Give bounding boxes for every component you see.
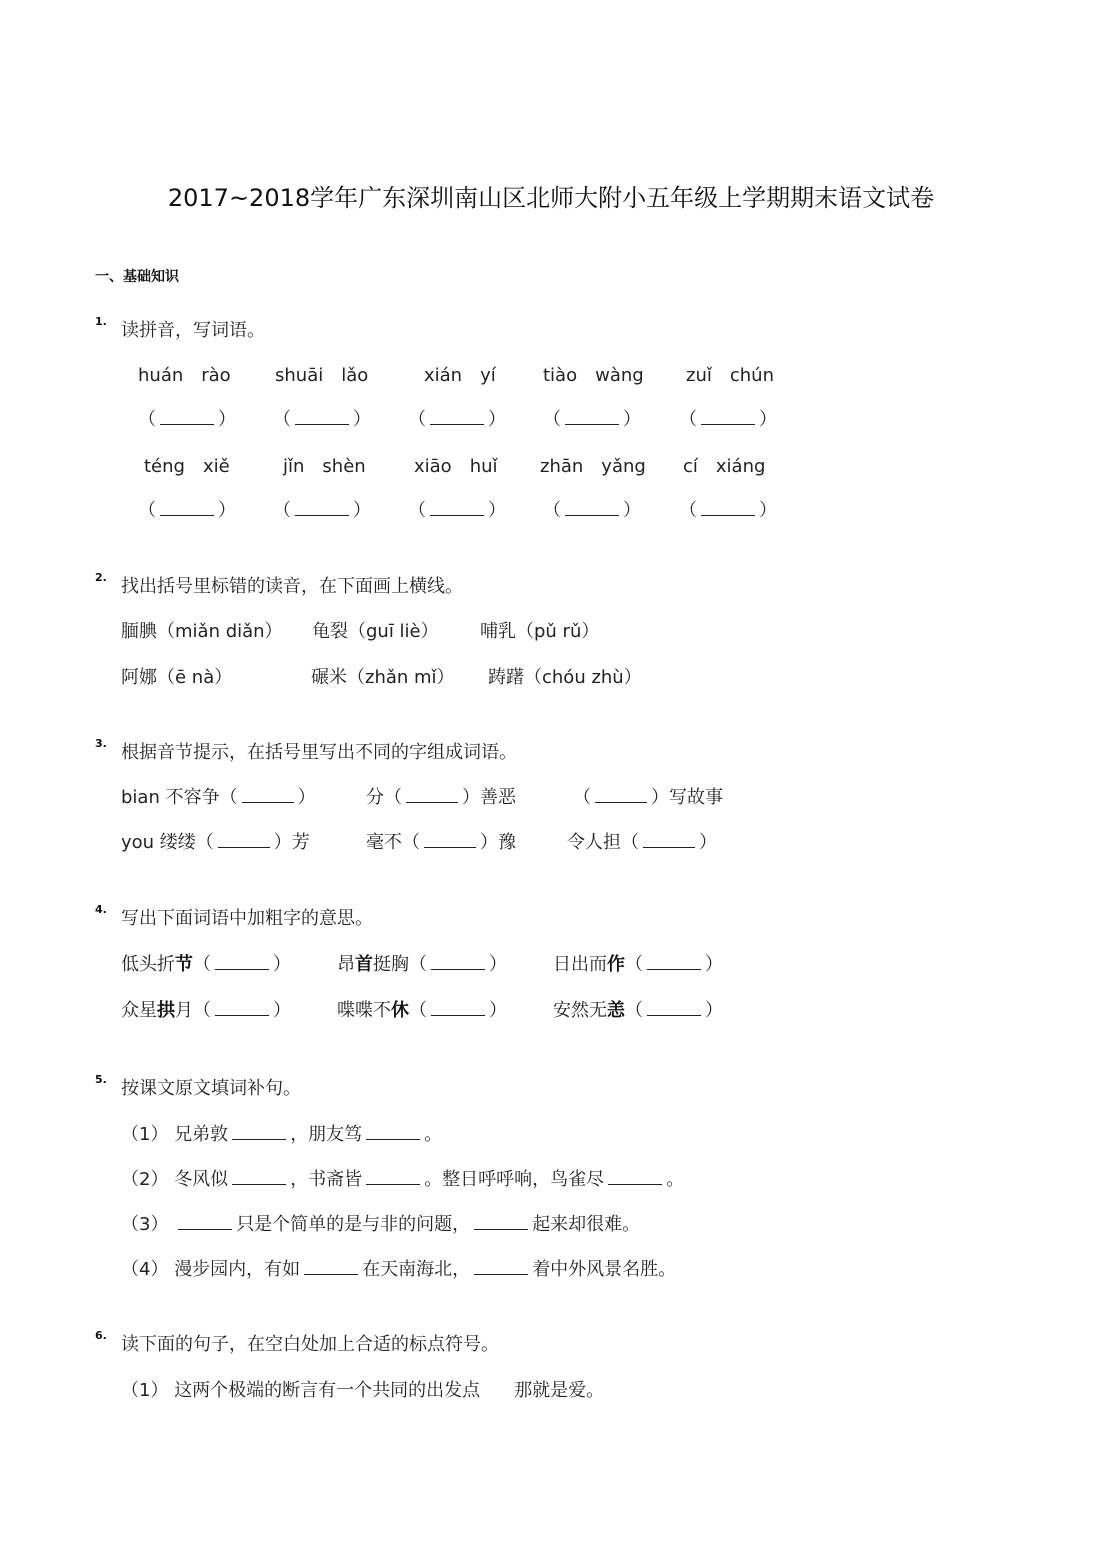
sentence-text: 这两个极端的断言有一个共同的出发点	[174, 1380, 481, 1401]
question-prompt: 找出括号里标错的读音，在下面画上横线。	[121, 576, 463, 597]
answer-bracket[interactable]	[543, 405, 641, 431]
answer-blank[interactable]	[431, 951, 485, 970]
sentence-text: 。	[424, 1124, 443, 1145]
bold-character: 休	[391, 1000, 409, 1021]
answer-bracket[interactable]	[138, 405, 236, 431]
open-paren: （	[625, 1000, 643, 1021]
bold-word-item	[121, 996, 291, 1022]
word-part: 喋喋不	[337, 1000, 391, 1021]
word-with-pinyin: 阿娜（ē nà）	[121, 667, 233, 688]
open-paren: （	[273, 500, 291, 521]
item-text: ）写故事	[651, 787, 723, 808]
pinyin: xián yí	[424, 365, 496, 386]
open-paren: （	[138, 500, 156, 521]
answer-blank[interactable]	[647, 951, 701, 970]
sentence-text: 漫步园内，有如	[174, 1259, 301, 1280]
item-text: ）豫	[480, 832, 516, 853]
bold-word-item	[553, 996, 723, 1022]
page-title: 2017~2018学年广东深圳南山区北师大附小五年级上学期期末语文试卷	[167, 184, 935, 212]
pinyin: téng xiě	[144, 456, 230, 477]
sentence-text: 。	[666, 1169, 685, 1190]
fill-item	[121, 828, 310, 854]
sentence-text: ，朋友笃	[290, 1124, 363, 1145]
answer-bracket[interactable]	[138, 496, 236, 522]
answer-blank[interactable]	[701, 406, 755, 425]
answer-blank[interactable]	[643, 829, 695, 848]
close-paren: ）	[705, 1000, 723, 1021]
answer-blank[interactable]	[406, 784, 458, 803]
item-number: （4）	[121, 1259, 169, 1280]
open-paren: （	[409, 1000, 427, 1021]
question-number: 1.	[95, 315, 107, 328]
item-text: ）	[699, 832, 717, 853]
answer-blank[interactable]	[565, 497, 619, 516]
open-paren: （	[408, 409, 426, 430]
close-paren: ）	[273, 1000, 291, 1021]
open-paren: （	[408, 500, 426, 521]
item-text: ）善恶	[462, 787, 516, 808]
word-with-pinyin: 踌躇（chóu zhù）	[488, 667, 642, 688]
item-text: （	[573, 787, 591, 808]
open-paren: （	[273, 409, 291, 430]
open-paren: （	[679, 409, 697, 430]
pinyin: tiào wàng	[543, 365, 644, 386]
sentence-text: 。整日呼呼响，鸟雀尽	[424, 1169, 605, 1190]
sentence-item	[121, 1255, 676, 1281]
answer-blank[interactable]	[430, 497, 484, 516]
word-part: 月	[175, 1000, 193, 1021]
sentence-text: 只是个简单的是与非的问题，	[236, 1214, 471, 1235]
item-text: ）	[297, 787, 316, 808]
answer-blank[interactable]	[295, 406, 349, 425]
item-text: bian 不容争（	[121, 787, 238, 808]
answer-blank[interactable]	[565, 406, 619, 425]
question-prompt: 写出下面词语中加粗字的意思。	[121, 908, 373, 929]
question-number: 6.	[95, 1329, 107, 1342]
question-prompt: 读拼音，写词语。	[121, 320, 265, 341]
open-paren: （	[193, 1000, 211, 1021]
answer-blank[interactable]	[215, 997, 269, 1016]
sentence-text: ，书斋皆	[290, 1169, 363, 1190]
bold-character: 拱	[157, 1000, 175, 1021]
answer-bracket[interactable]	[543, 496, 641, 522]
question-prompt: 根据音节提示，在括号里写出不同的字组成词语。	[121, 742, 517, 763]
answer-blank[interactable]	[474, 1256, 528, 1275]
pinyin: shuāi lǎo	[275, 365, 369, 386]
item-number: （3）	[121, 1214, 169, 1235]
fill-item	[366, 828, 516, 854]
open-paren: （	[409, 954, 427, 975]
answer-blank[interactable]	[474, 1211, 528, 1230]
close-paren: ）	[489, 954, 507, 975]
answer-blank[interactable]	[366, 1121, 420, 1140]
fill-item	[366, 783, 516, 809]
bold-word-item	[337, 996, 507, 1022]
close-paren: ）	[489, 1000, 507, 1021]
word-part: 日出而	[553, 954, 607, 975]
open-paren: （	[625, 954, 643, 975]
answer-blank[interactable]	[160, 497, 214, 516]
bold-character: 节	[175, 954, 193, 975]
close-paren: ）	[623, 500, 641, 521]
sentence-item	[121, 1120, 442, 1146]
word-part: 昂	[337, 954, 355, 975]
fill-item	[567, 828, 717, 854]
question-number: 2.	[95, 571, 107, 584]
close-paren: ）	[488, 500, 506, 521]
word-part: 众星	[121, 1000, 157, 1021]
question-prompt: 读下面的句子，在空白处加上合适的标点符号。	[121, 1334, 499, 1355]
answer-bracket[interactable]	[679, 405, 777, 431]
close-paren: ）	[353, 409, 371, 430]
word-with-pinyin: 腼腆（miǎn diǎn）	[121, 621, 283, 642]
bold-word-item	[337, 950, 507, 976]
answer-blank[interactable]	[215, 951, 269, 970]
word-with-pinyin: 碾米（zhǎn mǐ）	[311, 667, 455, 688]
open-paren: （	[679, 500, 697, 521]
open-paren: （	[138, 409, 156, 430]
answer-blank[interactable]	[242, 784, 294, 803]
close-paren: ）	[273, 954, 291, 975]
item-number: （2）	[121, 1169, 169, 1190]
answer-bracket[interactable]	[273, 496, 371, 522]
answer-blank[interactable]	[232, 1121, 286, 1140]
item-text: 令人担（	[567, 832, 639, 853]
sentence-item	[121, 1376, 604, 1402]
sentence-text: 在天南海北，	[362, 1259, 471, 1280]
answer-blank[interactable]	[431, 997, 485, 1016]
item-text: you 缕缕（	[121, 832, 214, 853]
pinyin: xiāo huǐ	[414, 456, 498, 477]
item-text: ）芳	[273, 832, 310, 853]
bold-character: 作	[607, 954, 625, 975]
item-number: （1）	[121, 1380, 169, 1401]
bold-character: 恙	[607, 1000, 625, 1021]
pinyin: huán rào	[138, 365, 231, 386]
close-paren: ）	[353, 500, 371, 521]
item-text: 分（	[366, 787, 402, 808]
answer-bracket[interactable]	[408, 496, 506, 522]
close-paren: ）	[705, 954, 723, 975]
answer-blank[interactable]	[178, 1211, 232, 1230]
sentence-text: 起来却很难。	[532, 1214, 641, 1235]
answer-blank[interactable]	[218, 829, 270, 848]
sentence-text: 那就是爱。	[514, 1380, 605, 1401]
item-number: （1）	[121, 1124, 169, 1145]
sentence-text: 冬风似	[174, 1169, 229, 1190]
answer-blank[interactable]	[701, 497, 755, 516]
open-paren: （	[543, 409, 561, 430]
fill-item	[573, 783, 723, 809]
close-paren: ）	[759, 409, 777, 430]
pinyin: cí xiáng	[683, 456, 766, 477]
question-number: 4.	[95, 903, 107, 916]
open-paren: （	[193, 954, 211, 975]
answer-blank[interactable]	[647, 997, 701, 1016]
word-part: 低头折	[121, 954, 175, 975]
sentence-text: 兄弟敦	[174, 1124, 229, 1145]
bold-word-item	[121, 950, 291, 976]
word-with-pinyin: 龟裂（guī liè）	[312, 621, 439, 642]
answer-bracket[interactable]	[408, 405, 506, 431]
answer-blank[interactable]	[160, 406, 214, 425]
sentence-item	[121, 1210, 640, 1236]
word-with-pinyin: 哺乳（pǔ rǔ）	[480, 621, 600, 642]
sentence-text: 着中外风景名胜。	[532, 1259, 677, 1280]
item-text: 毫不（	[366, 832, 420, 853]
close-paren: ）	[623, 409, 641, 430]
pinyin: zuǐ chún	[686, 365, 774, 386]
close-paren: ）	[759, 500, 777, 521]
close-paren: ）	[218, 500, 236, 521]
bold-character: 首	[355, 954, 373, 975]
bold-word-item	[553, 950, 723, 976]
section-heading: 一、基础知识	[95, 269, 179, 285]
question-number: 5.	[95, 1073, 107, 1086]
question-prompt: 按课文原文填词补句。	[121, 1078, 301, 1099]
word-part: 挺胸	[373, 954, 409, 975]
answer-blank[interactable]	[304, 1256, 358, 1275]
answer-blank[interactable]	[366, 1166, 420, 1185]
answer-blank[interactable]	[232, 1166, 286, 1185]
answer-bracket[interactable]	[679, 496, 777, 522]
fill-item	[121, 783, 316, 809]
word-part: 安然无	[553, 1000, 607, 1021]
answer-blank[interactable]	[295, 497, 349, 516]
answer-blank[interactable]	[424, 829, 476, 848]
pinyin: jǐn shèn	[283, 456, 366, 477]
pinyin: zhān yǎng	[540, 456, 646, 477]
answer-blank[interactable]	[595, 784, 647, 803]
open-paren: （	[543, 500, 561, 521]
sentence-item	[121, 1165, 684, 1191]
question-number: 3.	[95, 737, 107, 750]
answer-bracket[interactable]	[273, 405, 371, 431]
close-paren: ）	[218, 409, 236, 430]
answer-blank[interactable]	[608, 1166, 662, 1185]
answer-blank[interactable]	[430, 406, 484, 425]
close-paren: ）	[488, 409, 506, 430]
